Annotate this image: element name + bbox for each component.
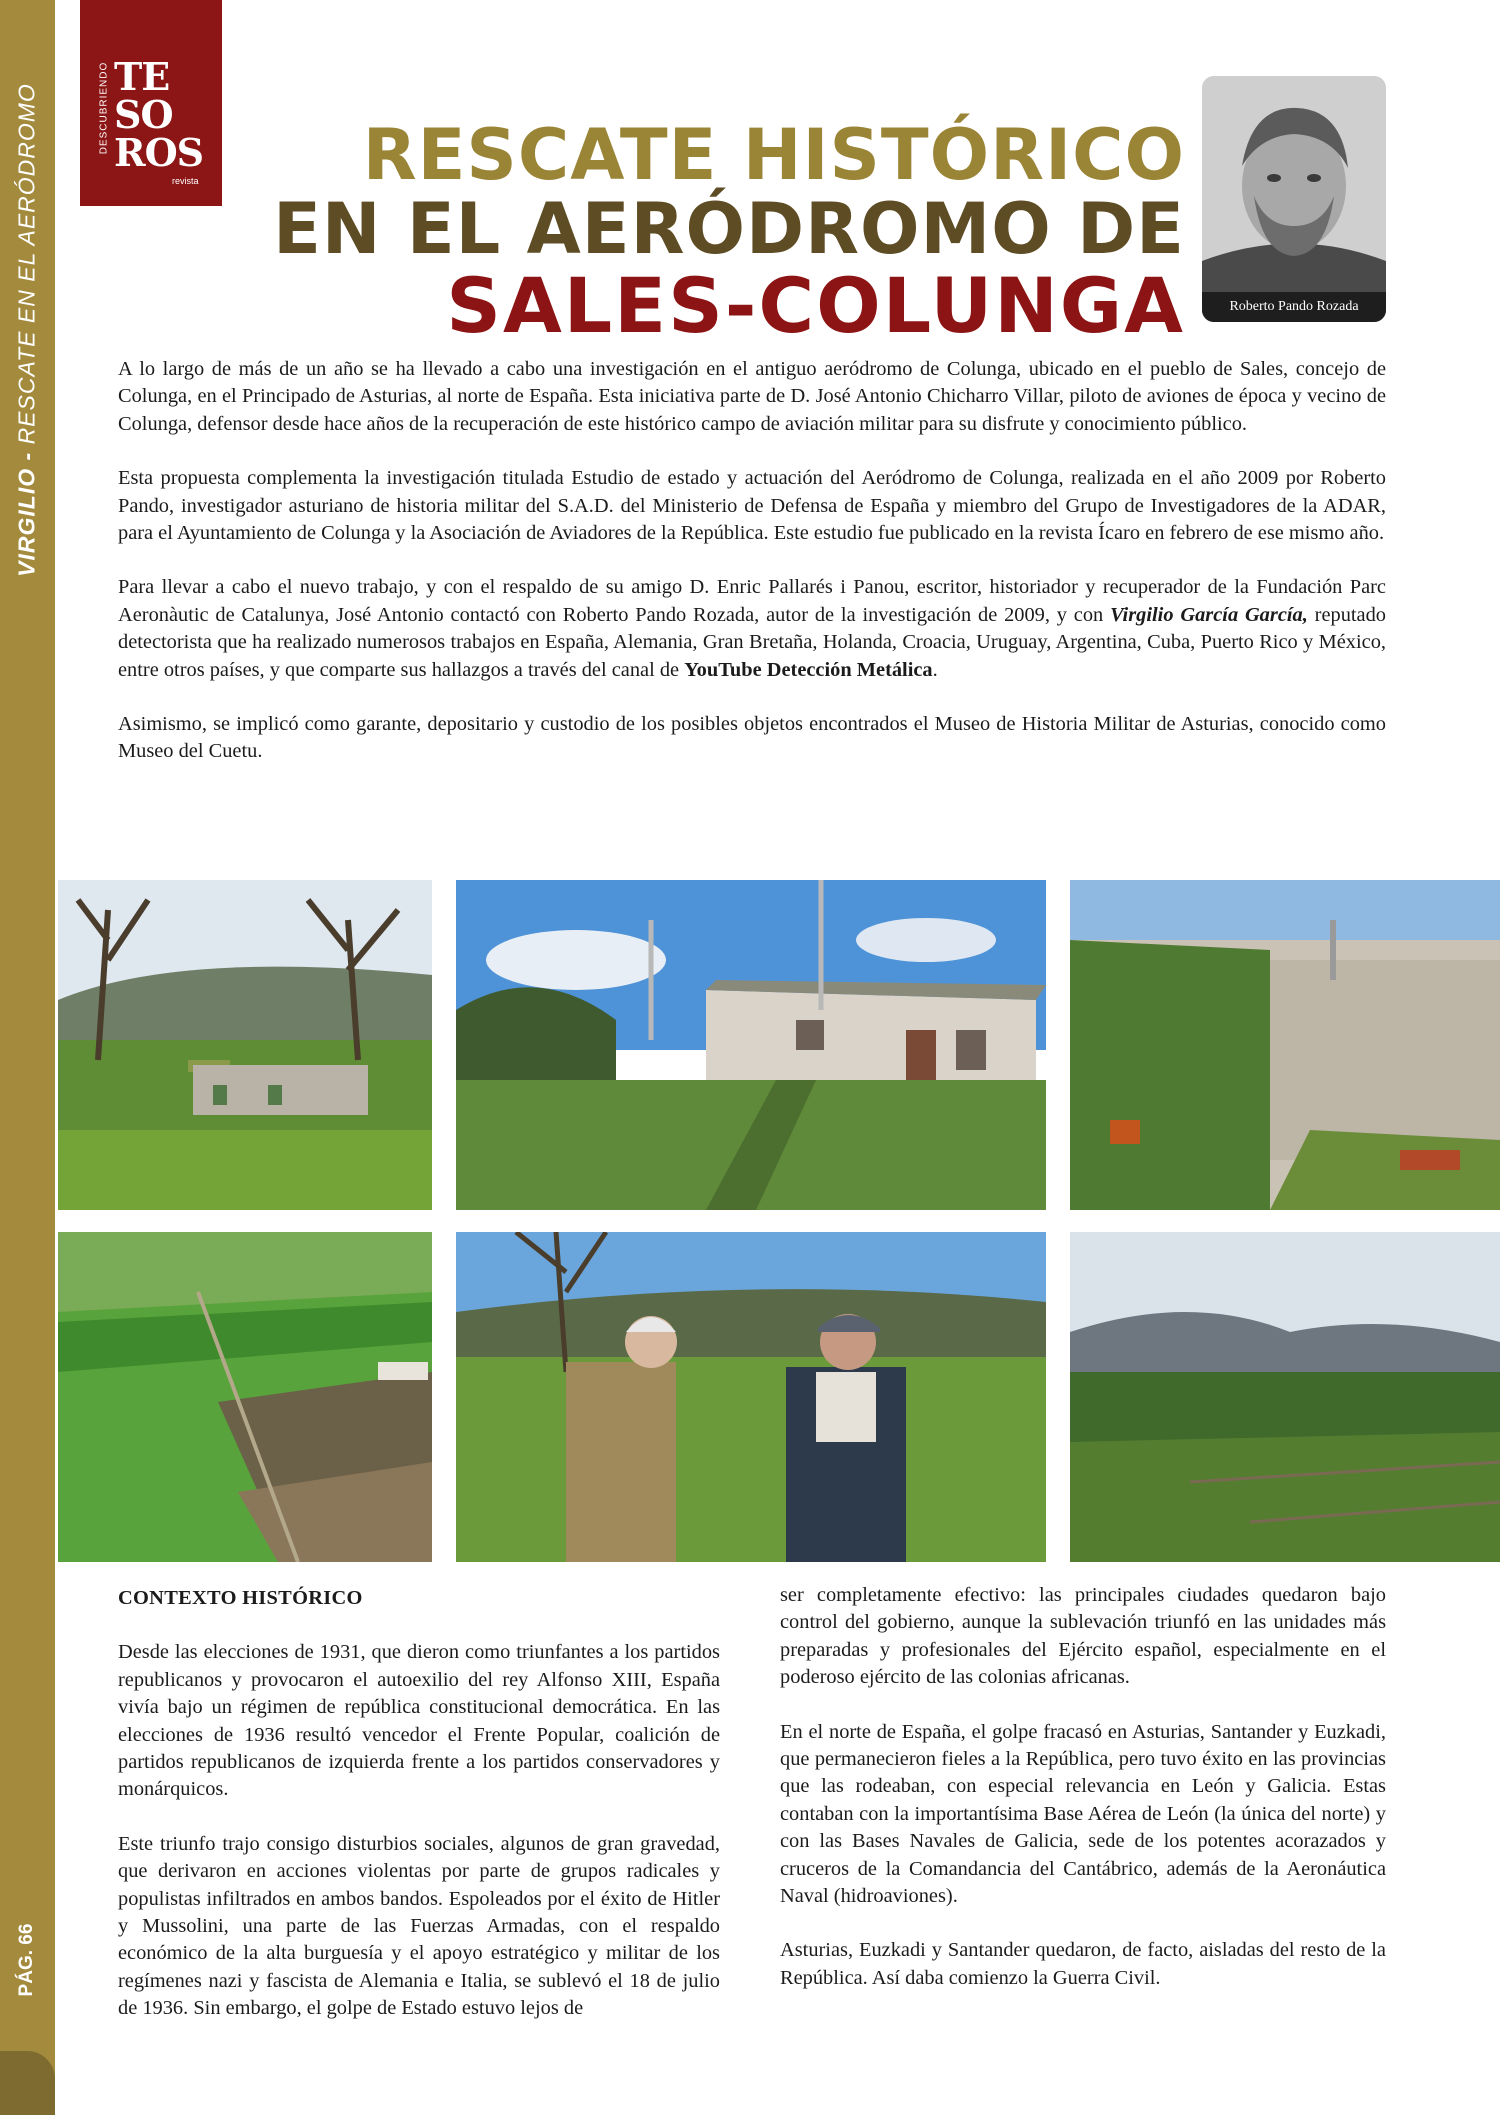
title-line-2: EN EL AERÓDROMO DE xyxy=(273,188,1185,270)
intro-paragraph: Esta propuesta complementa la investigación titulada Estudio de estado y actuación del Aeródromo de Colunga, realizada en el año 2009 por Roberto Pando, investigador asturiano de historia militar del S.A.D. del Ministerio de Defensa de España y miembro del Grupo de Investigadores de la ADAR, para el Ayuntamiento de Colunga y la Asociación de Aviadores de la República. Este estudio fue publicado en la revista Ícaro en febrero de ese mismo año. xyxy=(118,467,1386,545)
article-title xyxy=(273,114,1185,350)
youtube-channel-name: YouTube Detección Metálica xyxy=(684,658,933,681)
photo-aerial-fields xyxy=(58,1232,432,1562)
logo-prefix: DESCUBRIENDO xyxy=(98,61,110,155)
photo-ruined-building-field xyxy=(58,880,432,1210)
title-line-1: RESCATE HISTÓRICO xyxy=(362,114,1185,196)
section-running-head: VIRGILIO - RESCATE EN EL AERÓDROMO xyxy=(13,83,40,577)
intro-paragraph: A lo largo de más de un año se ha llevado a cabo una investigación en el antiguo aeródromo de Colunga, ubicado en el pueblo de Sales, concejo de Colunga, en el Principado de Asturias, al norte de España. Esta iniciativa parte de D. José Antonio Chicharro Villar, piloto de aviones de época y vecino de Colunga, defensor desde hace años de la recuperación de este histórico campo de aviación militar para su disfrute y conocimiento público. xyxy=(118,358,1386,435)
intro-paragraph: Asimismo, se implicó como garante, depositario y custodio de los posibles objetos encontrados el Museo de Historia Militar de Asturias, conocido como Museo del Cuetu. xyxy=(118,713,1386,763)
person-name: Virgilio García García, xyxy=(1110,603,1308,626)
photo-valley-landscape xyxy=(1070,1232,1500,1562)
body-paragraph: ser completamente efectivo: las principales ciudades quedaron bajo control del gobierno, aunque la sublevación triunfó en las unidades más preparadas y profesionales del Ejército español, especialmente en el poderoso ejército de las colonias africanas. xyxy=(780,1584,1386,1689)
logo-suffix: revista xyxy=(172,176,199,186)
page-number: PÁG. 66 xyxy=(16,1923,37,1997)
body-paragraph: Desde las elecciones de 1931, que dieron como triunfantes a los partidos republicanos y provocaron el autoexilio del rey Alfonso XIII, España vivía bajo un régimen de república constitucional democrática. En las elecciones de 1936 resultó vencedor el Frente Popular, coalición de partidos republicanos de izquierda frente a los partidos conservadores y monárquicos. xyxy=(118,1641,720,1801)
body-paragraph: En el norte de España, el golpe fracasó en Asturias, Santander y Euzkadi, que permanecieron fieles a la República, pero tuvo éxito en las provincias que las rodeaban, con especial relevancia en León y Galicia. Estas contaban con la importantísima Base Aérea de León (la única del norte) y con las Bases Navales de Galicia, sede de los potentes acorazados y cruceros de la Comandancia del Cantábrico, además de la Aeronáutica Naval (hidroaviones). xyxy=(780,1720,1386,1908)
intro-text xyxy=(118,356,1386,766)
photo-ivy-covered-ruin xyxy=(1070,880,1500,1210)
column-left xyxy=(118,1585,720,2050)
section-heading: CONTEXTO HISTÓRICO xyxy=(118,1587,363,1609)
photo-hangar-row xyxy=(456,880,1046,1210)
title-line-3: SALES-COLUNGA xyxy=(446,261,1185,350)
author-photo xyxy=(1202,76,1386,322)
photo-two-men-meadow xyxy=(456,1232,1046,1562)
intro-paragraph: Para llevar a cabo el nuevo trabajo, y con el respaldo de su amigo D. Enric Pallarés i Panou, escritor, historiador y recuperador de la Fundación Parc Aeronàutic de Catalunya, José Antonio contactó con Roberto Pando Rozada, autor de la investigación de 2009, y con Virgilio García García, reputado detectorista que ha realizado numerosos trabajos en España, Alemania, Gran Bretaña, Holanda, Croacia, Uruguay, Argentina, Cuba, Puerto Rico y México, entre otros países, y que comparte sus hallazgos a través del canal de YouTube Detección Metálica. xyxy=(118,576,1386,681)
author-caption: Roberto Pando Rozada xyxy=(1202,292,1386,322)
body-paragraph: Asturias, Euzkadi y Santander quedaron, de facto, aisladas del resto de la República. Así daba comienzo la Guerra Civil. xyxy=(780,1939,1386,1989)
logo-wordmark: TE SO ROS xyxy=(114,54,204,175)
magazine-logo xyxy=(80,0,222,206)
sidebar-page-tab xyxy=(0,2051,55,2115)
column-right xyxy=(780,1582,1386,2019)
body-paragraph: Este triunfo trajo consigo disturbios sociales, algunos de gran gravedad, que derivaron en acciones violentas por parte de grupos radicales y populistas infiltrados en ambos bandos. Espoleados por el éxito de Hitler y Mussolini, una parte de las Fuerzas Armadas, con el respaldo económico de la alta burguesía y el apoyo estratégico y militar de los regímenes nazi y fascista de Alemania e Italia, se sublevó el 18 de julio de 1936. Sin embargo, el golpe de Estado estuvo lejos de xyxy=(118,1832,720,2020)
